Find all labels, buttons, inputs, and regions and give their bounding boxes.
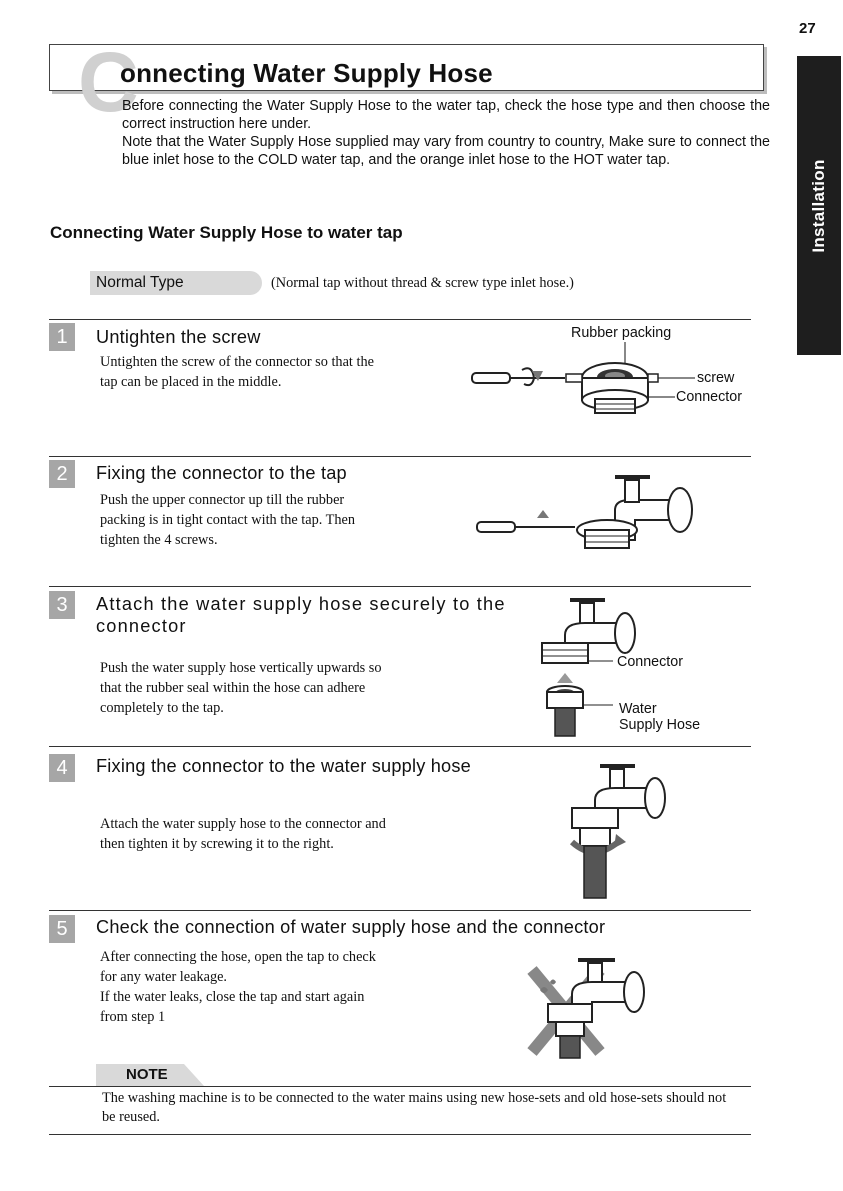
callout-screw: screw [697, 370, 735, 386]
callout-supply-hose: Supply Hose [619, 717, 701, 733]
normal-type-description: (Normal tap without thread & screw type inlet hose.) [271, 275, 574, 291]
step-title [96, 593, 506, 637]
step-body-line: If the water leaks, close the tap and start again [100, 989, 365, 1005]
step-body-line: for any water leakage. [100, 969, 228, 985]
side-tab [797, 56, 841, 355]
hose-screw-illustration [560, 762, 680, 902]
leak-check-illustration [520, 952, 660, 1062]
step-body-line: packing is in tight contact with the tap. Then [100, 512, 356, 528]
divider [49, 746, 751, 747]
step-body [100, 352, 374, 392]
normal-type-label: Normal Type [96, 274, 184, 291]
step-title-line: Attach the water supply hose securely to the [96, 594, 506, 614]
step-title: Fixing the connector to the water supply hose [96, 756, 471, 776]
page-title: onnecting Water Supply Hose [120, 58, 493, 88]
divider [49, 456, 751, 457]
section-heading: Connecting Water Supply Hose to water tap [50, 223, 403, 242]
note-label: NOTE [126, 1066, 168, 1083]
step-body-line: Untighten the screw of the connector so that the [100, 354, 374, 370]
step-number: 4 [49, 754, 75, 782]
tap-with-connector-illustration [475, 470, 705, 555]
step-body-line: tap can be placed in the middle. [100, 374, 282, 390]
step-title: Fixing the connector to the tap [96, 463, 347, 483]
hose-attach-illustration [525, 595, 645, 740]
divider [49, 1134, 751, 1135]
step-number: 1 [49, 323, 75, 351]
step-body-line: completely to the tap. [100, 700, 224, 716]
step-body-line: tighten the 4 screws. [100, 532, 218, 548]
step-title: Check the connection of water supply hose and the connector [96, 917, 606, 937]
callout-connector: Connector [617, 654, 683, 670]
page-number: 27 [799, 20, 816, 37]
step-body-line: Push the water supply hose vertically upwards so [100, 660, 382, 676]
step-title: Untighten the screw [96, 327, 261, 347]
step-number: 5 [49, 915, 75, 943]
step-body-line: that the rubber seal within the hose can adhere [100, 680, 366, 696]
step-body-line: from step 1 [100, 1009, 166, 1025]
step-body-line: Attach the water supply hose to the connector and [100, 816, 386, 832]
step-number: 3 [49, 591, 75, 619]
callout-connector: Connector [676, 389, 742, 405]
divider [49, 319, 751, 320]
divider [49, 586, 751, 587]
connector-illustration [470, 335, 700, 425]
step-body [100, 490, 355, 550]
note-text: The washing machine is to be connected to the water mains using new hose-sets and old hose-sets should not be reused. [102, 1090, 727, 1125]
title-initial: C [78, 35, 139, 129]
side-tab-label: Installation [809, 158, 828, 253]
intro-paragraph: Before connecting the Water Supply Hose to the water tap, check the hose type and then choose the correct instruction here under. [122, 98, 770, 132]
intro-paragraph: Note that the Water Supply Hose supplied may vary from country to country, Make sure to connect the blue inlet hose to the COLD water tap, and the orange inlet hose to the HOT water tap. [122, 134, 770, 168]
divider [49, 1086, 751, 1087]
intro [122, 97, 770, 169]
step-body-line: then tighten it by screwing it to the right. [100, 836, 334, 852]
step-body-line: After connecting the hose, open the tap to check [100, 949, 376, 965]
screwdriver-icon [472, 373, 510, 383]
divider [49, 910, 751, 911]
step-body [100, 814, 386, 854]
step-number: 2 [49, 460, 75, 488]
step-body [100, 947, 376, 1027]
step-body-line: Push the upper connector up till the rubber [100, 492, 345, 508]
step-body [100, 658, 382, 718]
callout-rubber-packing: Rubber packing [571, 325, 672, 341]
normal-type-tab [90, 271, 262, 295]
callout-water: Water [619, 701, 657, 717]
step-title-line: connector [96, 616, 187, 636]
